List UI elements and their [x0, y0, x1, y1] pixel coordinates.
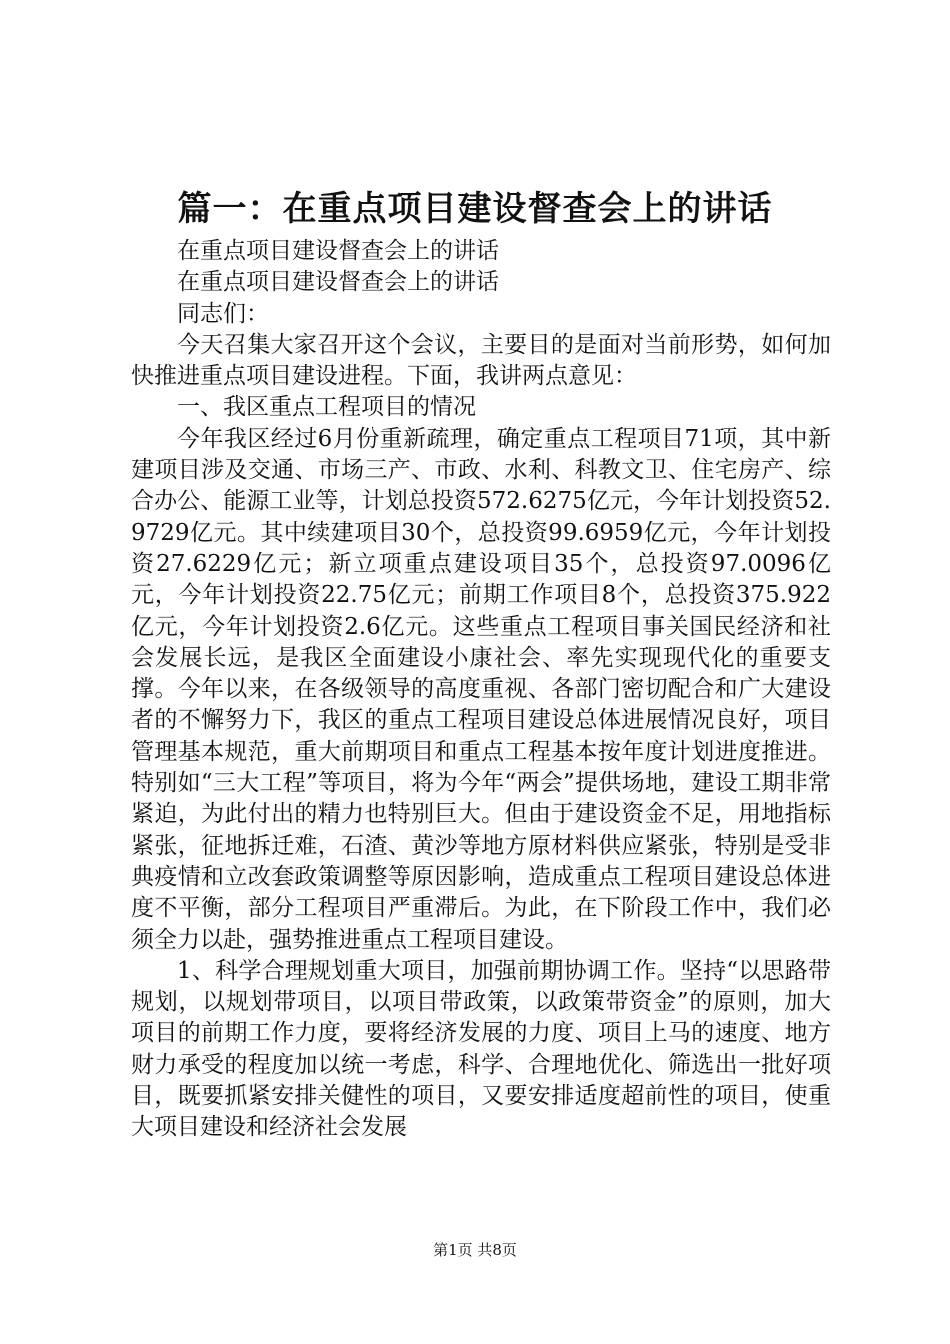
- paragraph-subtitle-2: 在重点项目建设督查会上的讲话: [177, 269, 499, 296]
- paragraph-situation: 今年我区经过6月份重新疏理，确定重点工程项目71项，其中新建项目涉及交通、市场三产、市政、水利、科教文卫、住宅房产、综合办公、能源工业等，计划总投资572.6275亿元，今年计划投资52.9729亿元。其中续建项目30个，总投资99.6959亿元，今年计划投资27.6229亿元；新立项重点建设项目35个，总投资97.0096亿元，今年计划投资22.75亿元；前期工作项目8个，总投资375.922亿元，今年计划投资2.6亿元。这些重点工程项目事关国民经济和社会发展长远，是我区全面建设小康社会、率先实现现代化的重要支撑。今年以来，在各级领导的高度重视、各部门密切配合和广大建设者的不懈努力下，我区的重点工程项目建设总体进展情况良好，项目管理基本规范，重大前期项目和重点工程基本按年度计划进度推进。特别如“三大工程”等项目，将为今年“两会”提供场地，建设工期非常紧迫，为此付出的精力也特别巨大。但由于建设资金不足，用地指标紧张，征地拆迁难，石渣、黄沙等地方原材料供应紧张，特别是受非典疫情和立改套政策调整等原因影响，造成重点工程项目建设总体进度不平衡，部分工程项目严重滞后。为此，在下阶段工作中，我们必须全力以赴，强势推进重点工程项目建设。: [131, 425, 831, 953]
- document-title: 篇一：在重点项目建设督查会上的讲话: [177, 189, 773, 229]
- paragraph-salutation: 同志们：: [177, 300, 269, 327]
- section-heading-1: 一、我区重点工程项目的情况: [177, 394, 476, 421]
- paragraph-intro: 今天召集大家召开这个会议，主要目的是面对当前形势，如何加快推进重点项目建设进程。下面，我讲两点意见：: [131, 331, 831, 390]
- paragraph-subtitle-1: 在重点项目建设督查会上的讲话: [177, 238, 499, 264]
- document-body: [131, 236, 831, 1144]
- paragraph-point-1: 1、科学合理规划重大项目，加强前期协调工作。坚持“以思路带规划，以规划带项目，以项目带政策，以政策带资金”的原则，加大项目的前期工作力度，要将经济发展的力度、项目上马的速度、地方财力承受的程度加以统一考虑，科学、合理地优化、筛选出一批好项目，既要抓紧安排关健性的项目，又要安排适度超前性的项目，使重大项目建设和经济社会发展: [131, 957, 831, 1141]
- page-footer: 第1页 共8页: [433, 1241, 517, 1259]
